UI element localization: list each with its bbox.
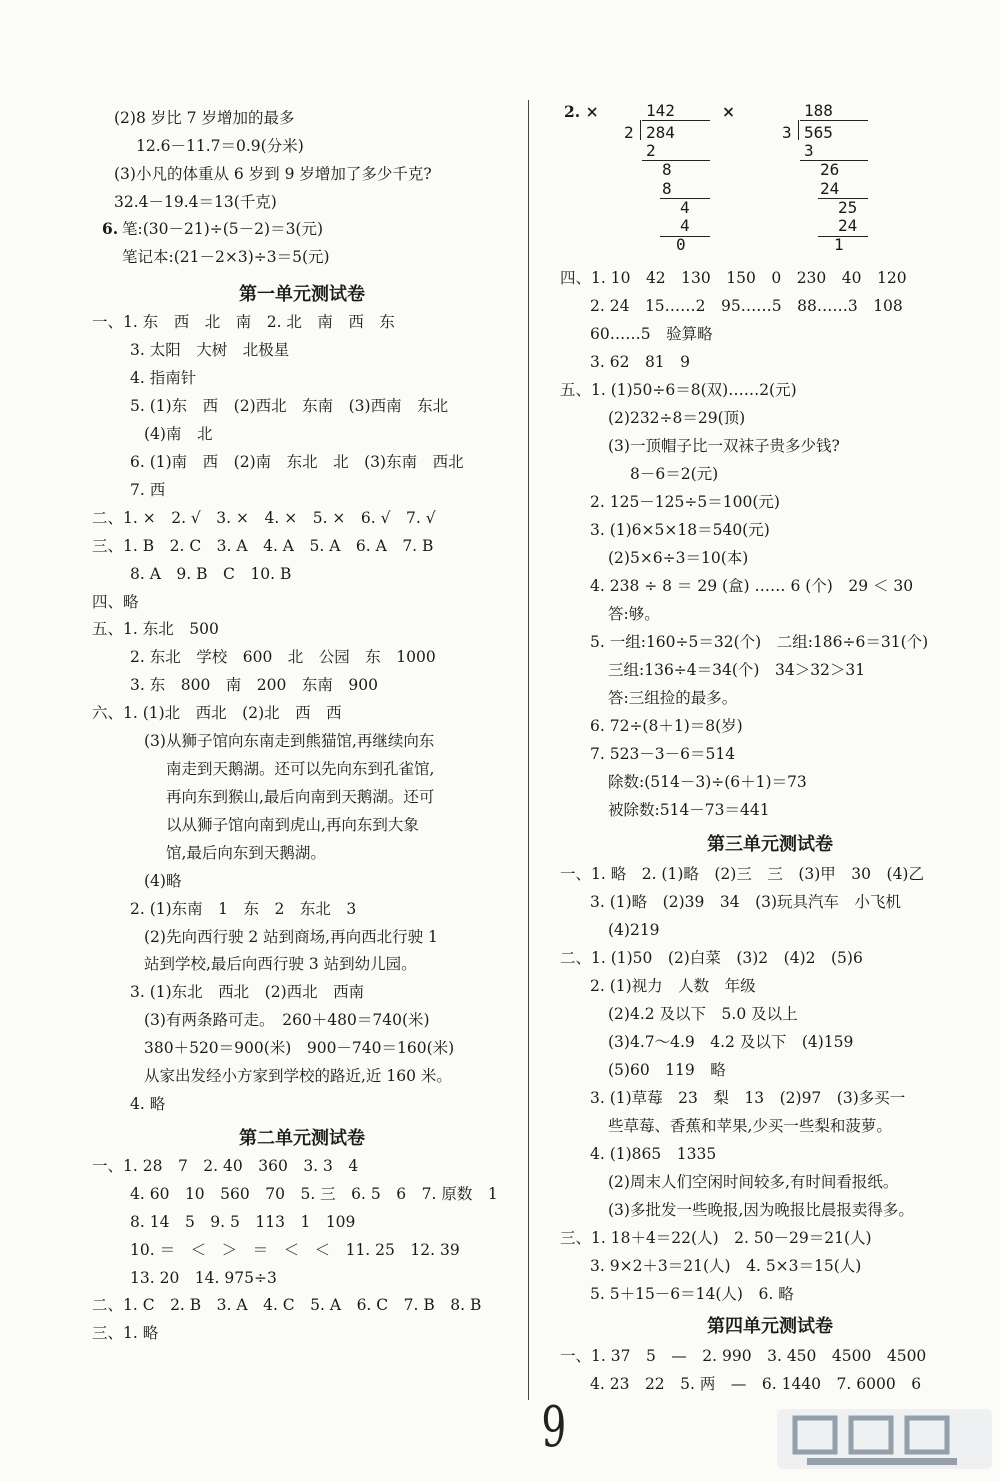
divisor: 2 xyxy=(624,123,634,142)
answer-line: 32.4－19.4＝13(千克) xyxy=(114,193,277,211)
answer-line: 6. (1)南 西 (2)南 东北 北 (3)东南 西北 xyxy=(130,453,464,471)
divisor: 3 xyxy=(782,123,792,142)
answer-line: 从家出发经小方家到学校的路近,近 160 米。 xyxy=(144,1067,452,1085)
answer-line: 4. 60 10 560 70 5. 三 6. 5 6 7. 原数 1 xyxy=(130,1185,498,1203)
column-divider xyxy=(528,100,529,1400)
unit-3-heading: 第三单元测试卷 xyxy=(707,834,833,855)
answer-line: (3)从狮子馆向东南走到熊猫馆,再继续向东 xyxy=(144,732,435,750)
answer-line: 7. 523－3－6＝514 xyxy=(590,745,736,763)
answer-line: 3. (1)略 (2)39 34 (3)玩具汽车 小飞机 xyxy=(590,893,902,911)
answer-line: 4. 238 ÷ 8 ＝ 29 (盒) …… 6 (个) 29 ＜ 30 xyxy=(590,577,914,595)
answer-line: 再向东到猴山,最后向南到天鹅湖。还可 xyxy=(166,788,435,806)
division-step: 4 xyxy=(680,198,690,217)
answer-line: 13. 20 14. 975÷3 xyxy=(130,1269,277,1287)
answer-line: 10. ＝ ＜ ＞ ＝ ＜ ＜ 11. 25 12. 39 xyxy=(130,1241,460,1259)
answer-line: (3)小凡的体重从 6 岁到 9 岁增加了多少千克? xyxy=(114,165,432,183)
answer-line: 5. 一组:160÷5＝32(个) 二组:186÷6＝31(个) xyxy=(590,633,929,651)
answer-line: 8. 14 5 9. 5 113 1 109 xyxy=(130,1213,356,1231)
answer-line: 4. 略 xyxy=(130,1095,166,1113)
answer-line: 馆,最后向东到天鹅湖。 xyxy=(166,844,326,862)
answer-line: 二、1. C 2. B 3. A 4. C 5. A 6. C 7. B 8. B xyxy=(92,1296,482,1314)
answer-line: 4. (1)865 1335 xyxy=(590,1145,717,1163)
answer-line: 三组:136÷4＝34(个) 34＞32＞31 xyxy=(608,661,866,679)
answer-line: 一、1. 略 2. (1)略 (2)三 三 (3)甲 30 (4)乙 xyxy=(560,865,924,883)
division-step: 4 xyxy=(680,216,690,235)
answer-line: 2. (1)东南 1 东 2 东北 3 xyxy=(130,900,357,918)
division-bracket xyxy=(640,120,641,140)
answer-line: 二、1. × 2. √ 3. × 4. × 5. × 6. √ 7. √ xyxy=(92,509,436,527)
answer-line: 答:三组捡的最多。 xyxy=(608,689,738,707)
answer-line: 8. A 9. B C 10. B xyxy=(130,565,292,583)
answer-line: 一、1. 28 7 2. 40 360 3. 3 4 xyxy=(92,1157,359,1175)
quotient: 142 xyxy=(646,101,675,120)
division-step: 8 xyxy=(662,160,672,179)
answer-line: (2)5×6÷3＝10(本) xyxy=(608,549,749,567)
answer-line: (5)60 119 略 xyxy=(608,1061,726,1079)
long-division-284-by-2 xyxy=(624,101,714,256)
answer-line: 3. (1)草莓 23 梨 13 (2)97 (3)多买一 xyxy=(590,1089,906,1107)
answer-line: 12.6－11.7＝0.9(分米) xyxy=(136,137,304,155)
unit-1-heading: 第一单元测试卷 xyxy=(239,284,365,305)
answer-line: (4)219 xyxy=(608,921,660,939)
quotient: 188 xyxy=(804,101,833,120)
answer-line: 四、略 xyxy=(92,593,139,611)
division-step: 25 xyxy=(838,198,858,217)
answer-line: 3. 太阳 大树 北极星 xyxy=(130,341,290,359)
answer-line: 6. 72÷(8＋1)＝8(岁) xyxy=(590,717,743,735)
answer-line: (2)8 岁比 7 岁增加的最多 xyxy=(114,109,295,127)
answer-line: 5. 5＋15－6＝14(人) 6. 略 xyxy=(590,1285,794,1303)
answer-line: 380＋520＝900(米) 900－740＝160(米) xyxy=(144,1039,455,1057)
question-label: × xyxy=(722,102,735,121)
answer-line: (2)先向西行驶 2 站到商场,再向西北行驶 1 xyxy=(144,928,438,946)
answer-line: 除数:(514－3)÷(6＋1)＝73 xyxy=(608,773,807,791)
answer-line: 南走到天鹅湖。还可以先向东到孔雀馆, xyxy=(166,760,435,778)
answer-line: 六、1. (1)北 西北 (2)北 西 西 xyxy=(92,704,342,722)
answer-line: 7. 西 xyxy=(130,481,166,499)
answer-line: 8－6＝2(元) xyxy=(630,465,719,483)
answer-line: (3)4.7～4.9 4.2 及以下 (4)159 xyxy=(608,1033,854,1051)
answer-line: (4)南 北 xyxy=(144,425,213,443)
answer-line: 答:够。 xyxy=(608,605,660,623)
answer-line: (4)略 xyxy=(144,872,182,890)
answer-line: (2)232÷8＝29(顶) xyxy=(608,409,746,427)
page-number: 9 xyxy=(541,1395,567,1460)
division-line xyxy=(642,120,710,121)
answer-line: 2. 125－125÷5＝100(元) xyxy=(590,493,780,511)
answer-line: 站到学校,最后向西行驶 3 站到幼儿园。 xyxy=(144,955,417,973)
answer-line: 三、1. 略 xyxy=(92,1324,159,1342)
answer-line: 笔:(30－21)÷(5－2)＝3(元) xyxy=(122,220,324,238)
answer-line: 二、1. (1)50 (2)白菜 (3)2 (4)2 (5)6 xyxy=(560,949,863,967)
dividend: 565 xyxy=(804,123,833,142)
long-division-565-by-3 xyxy=(782,101,872,256)
answer-line: (2)周末人们空闲时间较多,有时间看报纸。 xyxy=(608,1173,899,1191)
answer-line: 五、1. (1)50÷6＝8(双)……2(元) xyxy=(560,381,797,399)
division-line xyxy=(800,120,868,121)
answer-line: (2)4.2 及以下 5.0 及以上 xyxy=(608,1005,798,1023)
answer-line: 五、1. 东北 500 xyxy=(92,620,219,638)
division-step: 3 xyxy=(804,141,814,160)
division-step: 0 xyxy=(676,235,686,254)
answer-line: 3. (1)6×5×18＝540(元) xyxy=(590,521,770,539)
division-step: 2 xyxy=(646,141,656,160)
dividend: 284 xyxy=(646,123,675,142)
answer-line: 4. 23 22 5. 两 — 6. 1440 7. 6000 6 xyxy=(590,1375,922,1393)
answer-line: 3. (1)东北 西北 (2)西北 西南 xyxy=(130,983,365,1001)
answer-line: 6. xyxy=(102,219,119,238)
answer-line: 2. (1)视力 人数 年级 xyxy=(590,977,756,995)
answer-line: 三、1. B 2. C 3. A 4. A 5. A 6. A 7. B xyxy=(92,537,434,555)
answer-line: 3. 东 800 南 200 东南 900 xyxy=(130,676,378,694)
division-step: 26 xyxy=(820,160,840,179)
answer-line: 四、1. 10 42 130 150 0 230 40 120 xyxy=(560,269,907,287)
division-step: 8 xyxy=(662,179,672,198)
unit-4-heading: 第四单元测试卷 xyxy=(707,1316,833,1337)
answer-line: 4. 指南针 xyxy=(130,369,197,387)
answer-line: 2. 24 15……2 95……5 88……3 108 xyxy=(590,297,903,315)
division-step: 24 xyxy=(820,179,840,198)
division-bracket xyxy=(798,120,799,140)
site-watermark-logo xyxy=(777,1404,992,1474)
answer-line: 3. 9×2＋3＝21(人) 4. 5×3＝15(人) xyxy=(590,1257,862,1275)
division-step: 24 xyxy=(838,216,858,235)
division-step: 1 xyxy=(834,235,844,254)
answer-line: (3)一顶帽子比一双袜子贵多少钱? xyxy=(608,437,840,455)
answer-line: 些草莓、香蕉和苹果,少买一些梨和菠萝。 xyxy=(608,1117,892,1135)
answer-line: 被除数:514－73＝441 xyxy=(608,801,770,819)
answer-line: (3)多批发一些晚报,因为晚报比晨报卖得多。 xyxy=(608,1201,914,1219)
answer-line: 一、1. 37 5 — 2. 990 3. 450 4500 4500 xyxy=(560,1347,927,1365)
answer-line: 60……5 验算略 xyxy=(590,325,713,343)
answer-line: 3. 62 81 9 xyxy=(590,353,691,371)
unit-2-heading: 第二单元测试卷 xyxy=(239,1128,365,1149)
question-label: 2. × xyxy=(564,102,599,121)
answer-line: 5. (1)东 西 (2)西北 东南 (3)西南 东北 xyxy=(130,397,449,415)
answer-line: (3)有两条路可走。 260＋480＝740(米) xyxy=(144,1011,430,1029)
answer-line: 2. 东北 学校 600 北 公园 东 1000 xyxy=(130,648,436,666)
answer-line: 笔记本:(21－2×3)÷3＝5(元) xyxy=(122,248,330,266)
answer-line: 三、1. 18＋4＝22(人) 2. 50－29＝21(人) xyxy=(560,1229,872,1247)
answer-line: 一、1. 东 西 北 南 2. 北 南 西 东 xyxy=(92,313,395,331)
answer-line: 以从狮子馆向南到虎山,再向东到大象 xyxy=(166,816,419,834)
